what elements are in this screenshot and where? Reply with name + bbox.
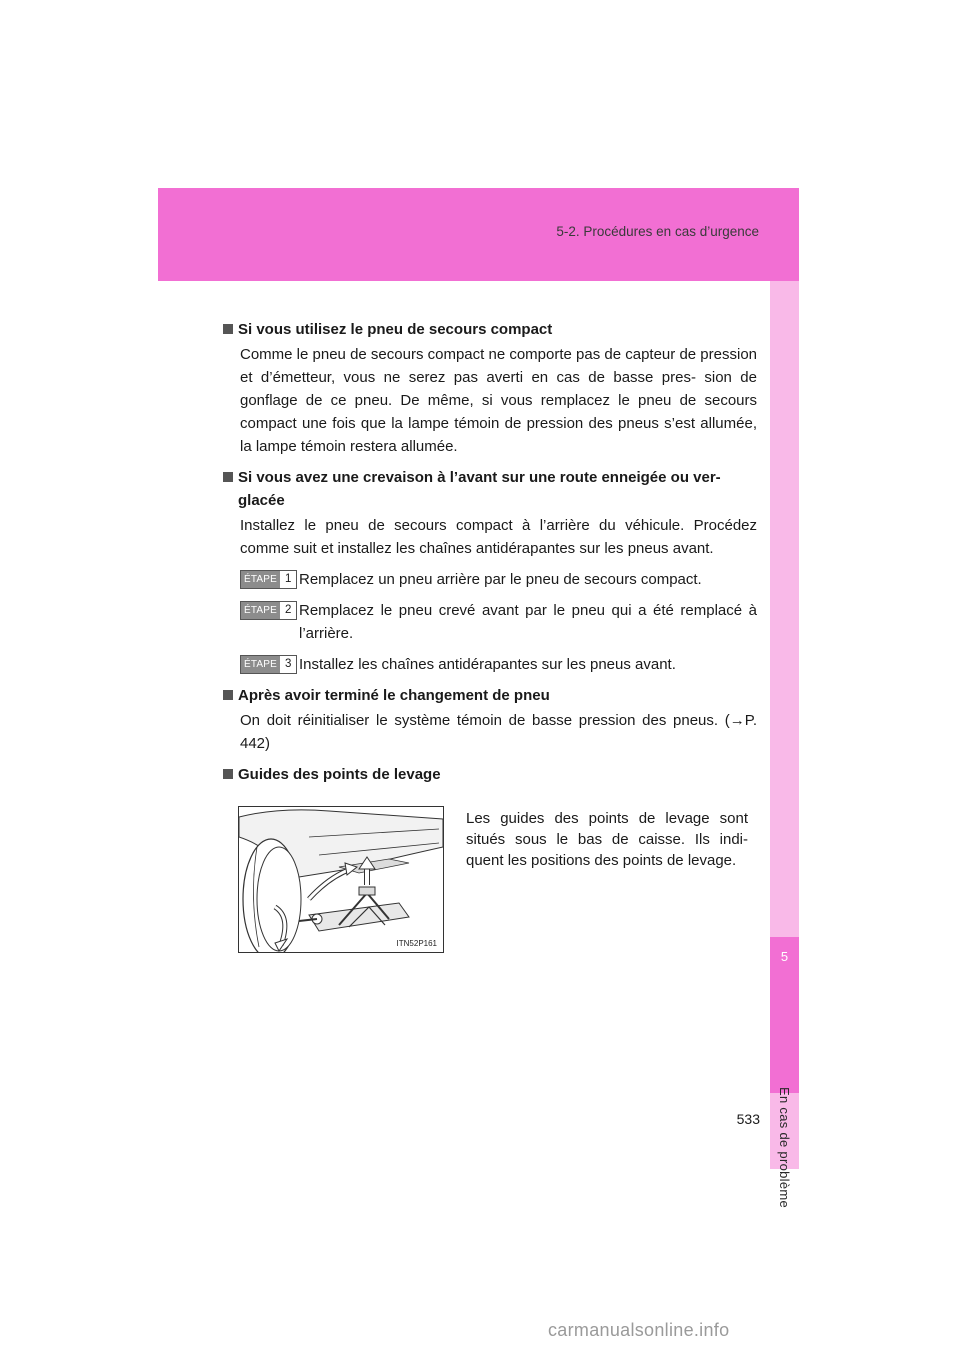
- car-jack-icon: [239, 807, 443, 952]
- step-2: [240, 599, 757, 645]
- step-text: Remplacez un pneu arrière par le pneu de secours compact.: [299, 571, 702, 588]
- chapter-number: 5: [780, 949, 789, 964]
- header-band: [158, 188, 799, 281]
- section-body-front-puncture: Installez le pneu de secours compact à l’arrière du véhicule. Procédez comme suit et installez les chaînes antidérapantes sur les pneus avant.: [240, 517, 757, 557]
- step-3: [240, 653, 757, 676]
- image-code: ITN52P161: [396, 939, 437, 948]
- bullet-square-icon: [223, 472, 233, 482]
- jack-illustration: [238, 806, 444, 953]
- step-badge-label: ÉTAPE: [241, 602, 280, 619]
- page-number: 533: [736, 1111, 760, 1127]
- step-badge: [240, 570, 297, 589]
- step-text: Remplacez le pneu crevé avant par le pneu qui a été remplacé à l’arrière.: [299, 602, 757, 642]
- section-body-jack-points: Les guides des points de levage sont situés sous le bas de caisse. Ils indi- quent les positions des points de levage.: [466, 810, 748, 869]
- section-heading-after-change: Après avoir terminé le changement de pneu: [222, 684, 757, 707]
- section-body-after-change: On doit réinitialiser le système témoin de basse pression des pneus. (→P. 442): [240, 712, 757, 752]
- section-title: 5-2. Procédures en cas d’urgence: [556, 224, 759, 239]
- step-badge-number: 3: [285, 658, 292, 670]
- step-badge-number: 1: [285, 573, 292, 585]
- bullet-square-icon: [223, 769, 233, 779]
- section-body-compact-spare: Comme le pneu de secours compact ne comporte pas de capteur de pression et d’émetteur, vous ne serez pas averti en cas de basse pres- sion de gonflage de ce pneu. De même, si vous remplacez le pneu de secours compact une fois que la lampe témoin de pression des pneus s’est allumée, la lampe témoin restera allumée.: [240, 346, 757, 455]
- bullet-square-icon: [223, 324, 233, 334]
- section-heading-jack-points: Guides des points de levage: [222, 763, 757, 786]
- step-1: [240, 568, 757, 591]
- step-badge-number: 2: [285, 604, 292, 616]
- step-badge: [240, 655, 297, 674]
- chapter-title: En cas de problème: [777, 1087, 792, 1209]
- bullet-square-icon: [223, 690, 233, 700]
- page-content: [222, 318, 757, 954]
- watermark[interactable]: carmanualsonline.info: [548, 1320, 730, 1340]
- side-tab-strip: [770, 281, 799, 1209]
- illustration-row: [222, 794, 757, 954]
- step-badge-label: ÉTAPE: [241, 571, 280, 588]
- section-heading-compact-spare: Si vous utilisez le pneu de secours compact: [222, 318, 757, 341]
- step-badge-label: ÉTAPE: [241, 656, 280, 673]
- step-text: Installez les chaînes antidérapantes sur les pneus avant.: [299, 656, 676, 673]
- step-badge: [240, 601, 297, 620]
- section-heading-front-puncture: Si vous avez une crevaison à l’avant sur une route enneigée ou ver- glacée: [222, 466, 757, 512]
